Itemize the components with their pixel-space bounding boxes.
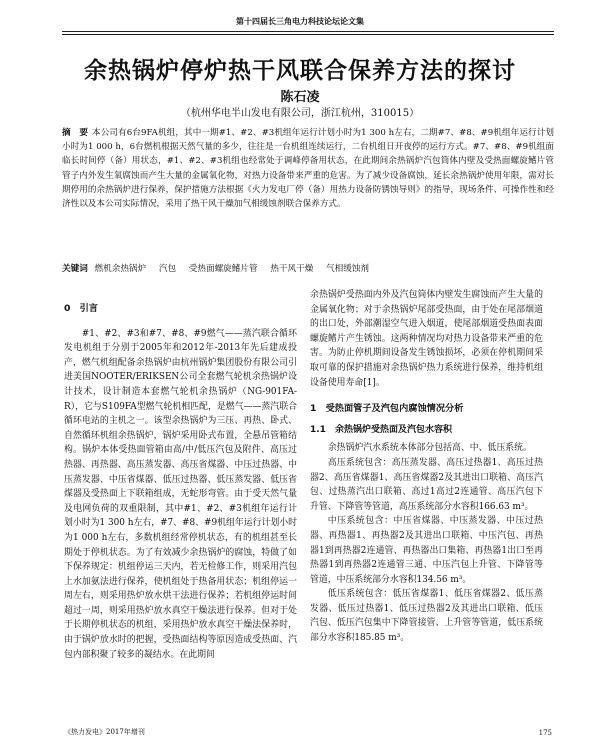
body-paragraph: 中压系统包含：中压省煤器、中压蒸发器、中压过热器、再热器1、再热器2及其进出口联箱、中压汽包、再热器1到再热器2连通管、再热器出口集箱、再热器1出口至再热器1到再热器2连通管三通、中压汽包上升管、下降管等管道，中压系统部分水容积134.56 m³。: [310, 516, 543, 585]
keyword: 燃机余热锅炉: [94, 264, 147, 274]
keyword: 热干风干燥: [270, 264, 314, 274]
footer-journal: 《热力发电》2017年增刊: [64, 728, 145, 736]
left-column: [64, 288, 297, 662]
header-rule-thick: [62, 34, 554, 35]
body-paragraph: 低压系统包含：低压省煤器1、低压省煤器2、低压蒸发器、低压过热器1、低压过热器2及其进出口联箱、低压汽包、低压汽包集中下降管接管、上升管等管道，低压系统部分水容积185.85 m³。: [310, 589, 543, 644]
abstract: [62, 126, 554, 211]
abstract-label: 摘 要: [62, 128, 89, 138]
page-number: 175: [538, 729, 552, 737]
body-paragraph: 高压系统包含：高压蒸发器、高压过热器1、高压过热器2、高压省煤器1、高压省煤器2及其进出口联箱、高压汽包、过热蒸汽出口联箱、高过1高过2连通管、高压汽包下升管、下降管等管道，高压系统部分水容积166.63 m³。: [310, 457, 543, 512]
running-header: 第十四届长三角电力科技论坛论文集: [236, 17, 364, 26]
author-affiliation: （杭州华电半山发电有限公司，浙江杭州，310015）: [180, 108, 420, 119]
author-name: 陈石凌: [280, 90, 320, 105]
keyword: 气相缓蚀剂: [326, 264, 369, 274]
keyword: 受热面螺旋鳍片管: [188, 264, 258, 274]
body-paragraph: #1、#2、#3和#7、#8、#9燃气——蒸汽联合循环发电机组于分别于2005年和2012年-2013年先后建成投产，燃气机组配备余热锅炉由杭州锅炉集团股份有限公司引进美国NOOTER/ERIKSEN公司全套燃气轮机余热锅炉设计技术，设计制造本套燃气轮机余热锅炉（NG-901FA-R），它与S109FA型燃气轮机相匹配，是燃气——蒸汽联合循环电站的主机之一。该型余热锅炉为三压、再热、卧式、自然循环机组余热锅炉，锅炉采用卧式布置，全悬吊管箱结构。锅炉本体受热面管箱由高/中/低压汽包及附件、高压过热器、再热器、高压蒸发器、高压省煤器、中压过热器、中压蒸发器、中压省煤器、低压过热器、低压蒸发器、低压省煤器及受热面上下联箱组成，无蛇形弯管。由于受天然气量及电网负荷的双重限制，其中#1、#2、#3机组年运行计划小时为1 300 h左右，#7、#8、#9机组年运行计划小时为1 000 h左右，多数机组经常停机状态，有的机组甚至长期处于停机状态。为了有效减少余热锅炉的腐蚀，特做了如下保养规定：机组停运三天内，若无检修工作，则采用汽包上水加氨法进行保养，使机组处于热备用状态；机组停运一周左右，则采用热炉放水烘干法进行保养；若机组停运时间超过一周，则采用热炉放水真空干燥法进行保养。但对于处于长期停机状态的机组，采用热炉放水真空干燥法保养时，由于锅炉放水时的把握，受热面结构等原因造成受热面、汽包内部积聚了较多的凝结水。在此期间: [64, 328, 297, 660]
keywords-label: 关键词: [62, 264, 88, 274]
section-heading-1: 1 受热面管子及汽包内腐蚀情况分析: [310, 403, 464, 415]
abstract-text: 本公司有6台9FA机组，其中一期#1、#2、#3机组年运行计划小时为1 300 h左右，二期#7、#8、#9机组年运行计划小时为1 000 h，6台燃机根据天然气量的多少，往往是一台机组连续运行，二台机组日开夜停的运行方式。#7、#8、#9机组面临长时间停（备）用状态，#1、#2、#3机组也经常处于调峰停备用状态，在此期间余热锅炉汽包筒体内壁及受热面螺旋鳍片管管子内外发生氧腐蚀而产生大量的金属氧化物，对热力设备带来严重的危害。为了减少设备腐蚀，延长余热锅炉使用年限，需对长期停用的余热锅炉进行保养，保护措施方法根据《火力发电厂停（备）用热力设备防锈蚀导则》的指导，现场条件、可操作性和经济性以及本公司实际情况，采用了热干风干燥加气相缓蚀剂联合保养方式。: [62, 128, 554, 210]
section-heading-introduction: 0 引言: [64, 303, 98, 314]
body-paragraph: 余热锅炉汽水系统本体部分包括高、中、低压系统。: [327, 443, 532, 454]
paper-title: 余热锅炉停炉热干风联合保养方法的探讨: [84, 58, 516, 84]
keywords: [62, 262, 554, 276]
subsection-heading-1-1: 1.1 余热锅炉受热面及汽包水容积: [310, 424, 452, 435]
keyword: 汽包: [158, 264, 177, 274]
header-rule-thin: [62, 31, 554, 32]
right-column: [310, 288, 543, 646]
body-paragraph: 余热锅炉受热面内外及汽包筒体内壁发生腐蚀而产生大量的金属氧化物；对于余热锅炉尾部受热面，由于处在尾部烟道的出口处，外部潮湿空气进入烟道，使尾部烟道受热面表面螺旋鳍片产生锈蚀。这两种情况均对热力设备带来严重的危害。为防止停机期间设备发生锈蚀损坏，必须在停机期间采取可靠的保护措施对余热锅炉热力系统进行保养，维持机组设备使用寿命[1]。: [310, 290, 543, 388]
